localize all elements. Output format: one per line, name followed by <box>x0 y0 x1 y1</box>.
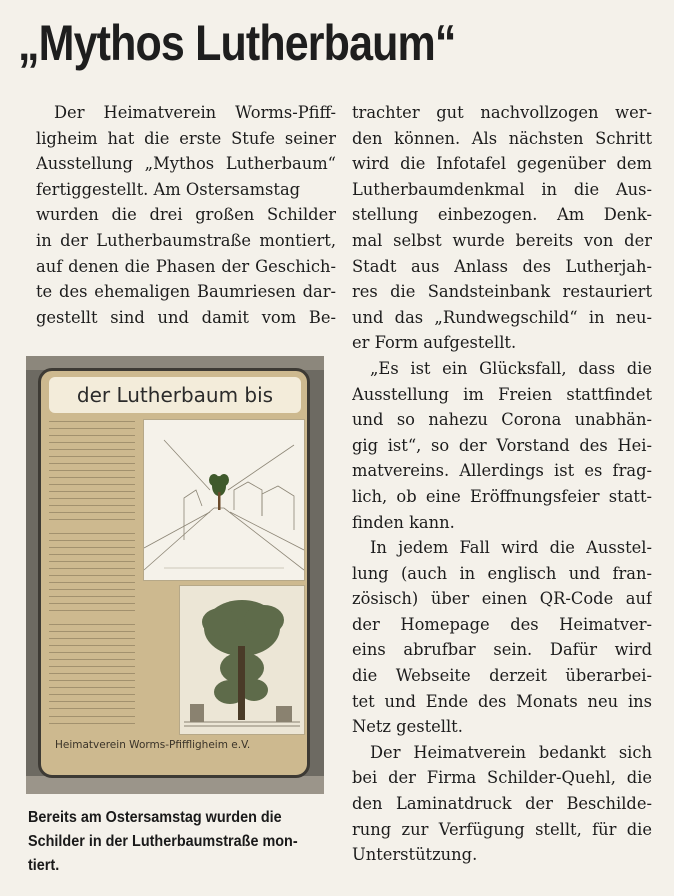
sign-tree-drawing <box>179 585 305 735</box>
caption-line: Bereits am Ostersamstag wurden die <box>28 809 282 826</box>
street-sketch-icon <box>144 420 304 580</box>
text-line: In jedem Fall wird die Ausstel- <box>370 538 652 558</box>
text-line: der Homepage des Heimatver- <box>352 614 652 634</box>
text-line: gestellt sind und damit vom Be- <box>36 307 336 327</box>
text-line: er Form aufgestellt. <box>352 333 517 353</box>
text-line: stellung einbezogen. Am Denk- <box>352 205 652 225</box>
text-line: Ausstellung „Mythos Lutherbaum“ <box>36 154 336 174</box>
text-line: bei der Firma Schilder-Quehl, die <box>352 768 652 788</box>
text-line: wurden die drei großen Schilder <box>36 205 336 225</box>
text-line: rung zur Verfügung stellt, für die <box>352 819 652 839</box>
sign-title: der Lutherbaum bis <box>49 377 301 413</box>
text-line: und so nahezu Corona unabhän- <box>352 410 652 430</box>
text-line: wird die Infotafel gegenüber dem <box>352 154 652 174</box>
text-line: te des ehemaligen Baumriesen dar- <box>36 282 336 302</box>
text-line: ligheim hat die erste Stufe seiner <box>36 128 336 148</box>
left-text-column <box>36 100 336 330</box>
right-text-column <box>352 100 652 868</box>
caption-line: tiert. <box>28 857 60 874</box>
text-line: res die Sandsteinbank restauriert <box>352 282 652 302</box>
info-sign <box>38 368 310 778</box>
text-line: lung (auch in englisch und fran- <box>352 563 652 583</box>
text-line: finden kann. <box>352 512 455 532</box>
text-line: den können. Als nächsten Schritt <box>352 128 652 148</box>
text-line: Der Heimatverein Worms-Pfiff- <box>54 103 336 122</box>
text-line: Stadt aus Anlass des Lutherjah- <box>352 256 652 276</box>
sign-footer: Heimatverein Worms-Pfiffligheim e.V. <box>55 739 251 751</box>
sign-text-block <box>49 533 135 613</box>
text-line: matvereins. Allerdings ist es frag- <box>352 461 652 481</box>
sign-text-block <box>49 421 135 526</box>
text-line: den Laminatdruck der Beschilde- <box>352 794 652 814</box>
text-line: fertiggestellt. Am Ostersamstag <box>36 179 301 199</box>
text-line: die Webseite derzeit überarbei- <box>352 666 652 686</box>
sign-text-block <box>49 624 135 709</box>
photo-caption <box>28 806 328 878</box>
article-headline: „Mythos Lutherbaum“ <box>18 15 456 71</box>
article-photo <box>26 356 324 794</box>
text-line: tet und Ende des Monats neu ins <box>352 691 652 711</box>
sign-street-drawing <box>143 419 305 581</box>
text-line: „Es ist ein Glücksfall, dass die <box>370 358 652 378</box>
text-line: Unterstützung. <box>352 845 478 865</box>
photo-background-ground <box>26 776 324 794</box>
text-line: zösisch) über einen QR-Code auf <box>352 589 652 609</box>
text-line: Ausstellung im Freien stattfindet <box>352 384 652 404</box>
sign-text-block <box>49 716 135 726</box>
caption-line: Schilder in der Lutherbaumstraße mon- <box>28 833 298 850</box>
text-line: mal selbst wurde bereits von der <box>352 230 652 250</box>
text-line: und das „Rundwegschild“ in neu- <box>352 307 652 327</box>
text-line: in der Lutherbaumstraße montiert, <box>36 230 336 250</box>
text-line: Der Heimatverein bedankt sich <box>370 742 652 762</box>
text-line: Lutherbaumdenkmal in die Aus- <box>352 179 652 199</box>
text-line: gig ist“, so der Vorstand des Hei- <box>352 435 652 455</box>
text-line: Netz gestellt. <box>352 717 463 737</box>
text-line: lich, ob eine Eröffnungsfeier statt- <box>352 486 652 506</box>
text-line: eins abrufbar sein. Dafür wird <box>352 640 652 660</box>
tree-sketch-icon <box>180 586 304 734</box>
text-line: auf denen die Phasen der Geschich- <box>36 256 336 276</box>
text-line: trachter gut nachvollzogen wer- <box>352 103 652 122</box>
